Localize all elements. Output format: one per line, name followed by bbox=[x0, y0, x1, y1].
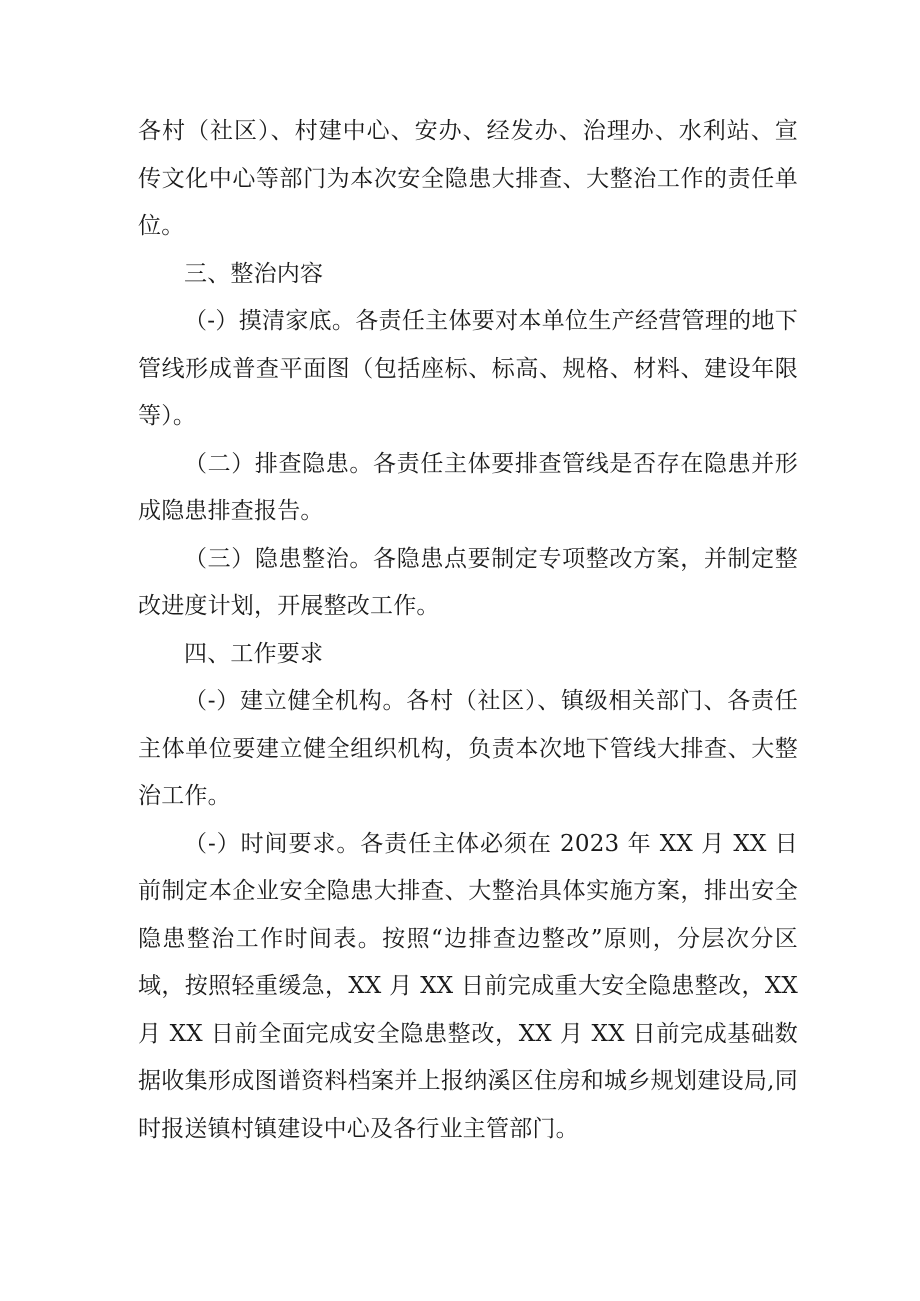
heading-work-requirements: 四、工作要求 bbox=[184, 640, 324, 667]
paragraph-establish-organization: （-）建立健全机构。各村（社区）、镇级相关部门、各责任主体单位要建立健全组织机构，负责本次地下管线大排查、大整治工作。 bbox=[138, 688, 798, 809]
paragraph-survey-baseline: （-）摸清家底。各责任主体要对本单位生产经营管理的地下管线形成普查平面图（包括座标、标高、规格、材料、建设年限等）。 bbox=[138, 308, 798, 429]
paragraph-inspect-hazards: （二）排查隐患。各责任主体要排查管线是否存在隐患并形成隐患排查报告。 bbox=[138, 450, 798, 524]
paragraph-hazard-rectification: （三）隐患整治。各隐患点要制定专项整改方案，并制定整改进度计划，开展整改工作。 bbox=[138, 545, 798, 619]
paragraph-responsible-units: 各村（社区）、村建中心、安办、经发办、治理办、水利站、宣传文化中心等部门为本次安全隐患大排查、大整治工作的责任单位。 bbox=[138, 118, 798, 239]
paragraph-time-requirements: （-）时间要求。各责任主体必须在 2023 年 XX 月 XX 日前制定本企业安全隐患大排查、大整治具体实施方案，排出安全隐患整治工作时间表。按照“边排查边整改”原则，分层次分区域，按照轻重缓急，XX 月 XX 日前完成重大安全隐患整改，XX 月 XX 日前全面完成安全隐患整改，XX 月 XX 日前完成基础数据收集形成图谱资料档案并上报纳溪区住房和城乡规划建设局,同时报送镇村镇建设中心及各行业主管部门。 bbox=[138, 830, 798, 1142]
heading-rectification-content: 三、整治内容 bbox=[184, 260, 324, 287]
document-body bbox=[138, 108, 798, 1153]
